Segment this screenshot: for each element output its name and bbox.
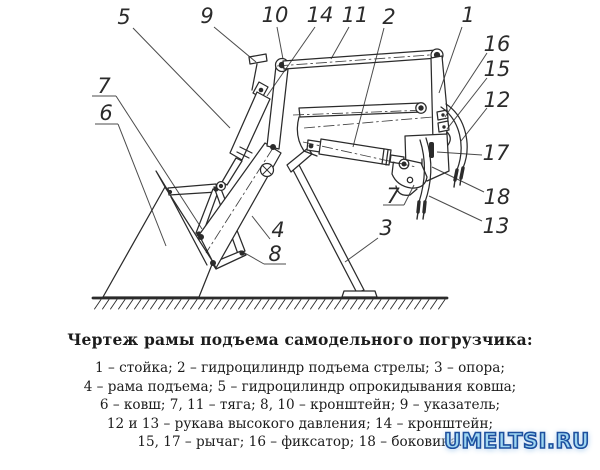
callout-15: 15 [483, 57, 511, 81]
callout-4: 4 [271, 218, 285, 242]
leader-line-16 [445, 53, 487, 117]
callout-12: 12 [483, 88, 511, 112]
legend-line-3: 6 – ковш; 7, 11 – тяга; 8, 10 – кронштейн; 9 – указатель; [99, 397, 501, 414]
leader-line-5 [133, 28, 230, 128]
callout-11: 11 [341, 3, 369, 27]
callout-3: 3 [379, 216, 393, 240]
callout-16: 16 [483, 32, 511, 56]
callout-13: 13 [482, 214, 510, 238]
legend-line-2: 4 – рама подъема; 5 – гидроцилиндр опрокидывания ковша; [83, 378, 517, 395]
leader-line-13 [429, 196, 482, 221]
legend-line-1: 1 – стойка; 2 – гидроцилиндр подъема стрелы; 3 – опора; [95, 360, 505, 376]
leader-line-9 [214, 27, 256, 62]
callout-14: 14 [306, 3, 334, 27]
callout-6: 6 [99, 101, 113, 125]
support-leg [287, 148, 377, 297]
callout-1: 1 [461, 3, 475, 27]
leader-line-4 [252, 216, 270, 239]
callout-9: 9 [200, 4, 214, 28]
callout-7: 7 [97, 74, 111, 98]
watermark-logo: UMELTSI.RU [444, 429, 590, 453]
top-link [277, 49, 443, 69]
leader-line-2 [353, 28, 384, 147]
callout-5: 5 [117, 5, 131, 29]
leader-line-8 [243, 252, 264, 264]
upper-bracket [267, 59, 289, 151]
legend-line-4: 12 и 13 – рукава высокого давления; 14 – кронштейн; [106, 415, 494, 432]
leader-line-3 [345, 238, 378, 262]
leader-line-11 [331, 27, 349, 59]
leader-line-10 [277, 27, 283, 59]
callout-2: 2 [382, 5, 396, 29]
callout-7: 7 [386, 184, 400, 208]
lift-cylinder [303, 139, 416, 169]
callout-18: 18 [483, 185, 511, 209]
callout-8: 8 [268, 242, 282, 266]
callout-10: 10 [261, 3, 289, 27]
legend-line-5: 15, 17 – рычаг; 16 – фиксатор; 18 – боковина. [137, 434, 463, 451]
leader-line-12 [461, 108, 487, 141]
ground-hatching [95, 300, 446, 310]
callout-17: 17 [482, 141, 510, 165]
ground-line [93, 298, 447, 309]
leader-line-15 [447, 78, 487, 129]
caption-title: Чертеж рамы подъема самодельного погрузчика: [67, 330, 533, 349]
